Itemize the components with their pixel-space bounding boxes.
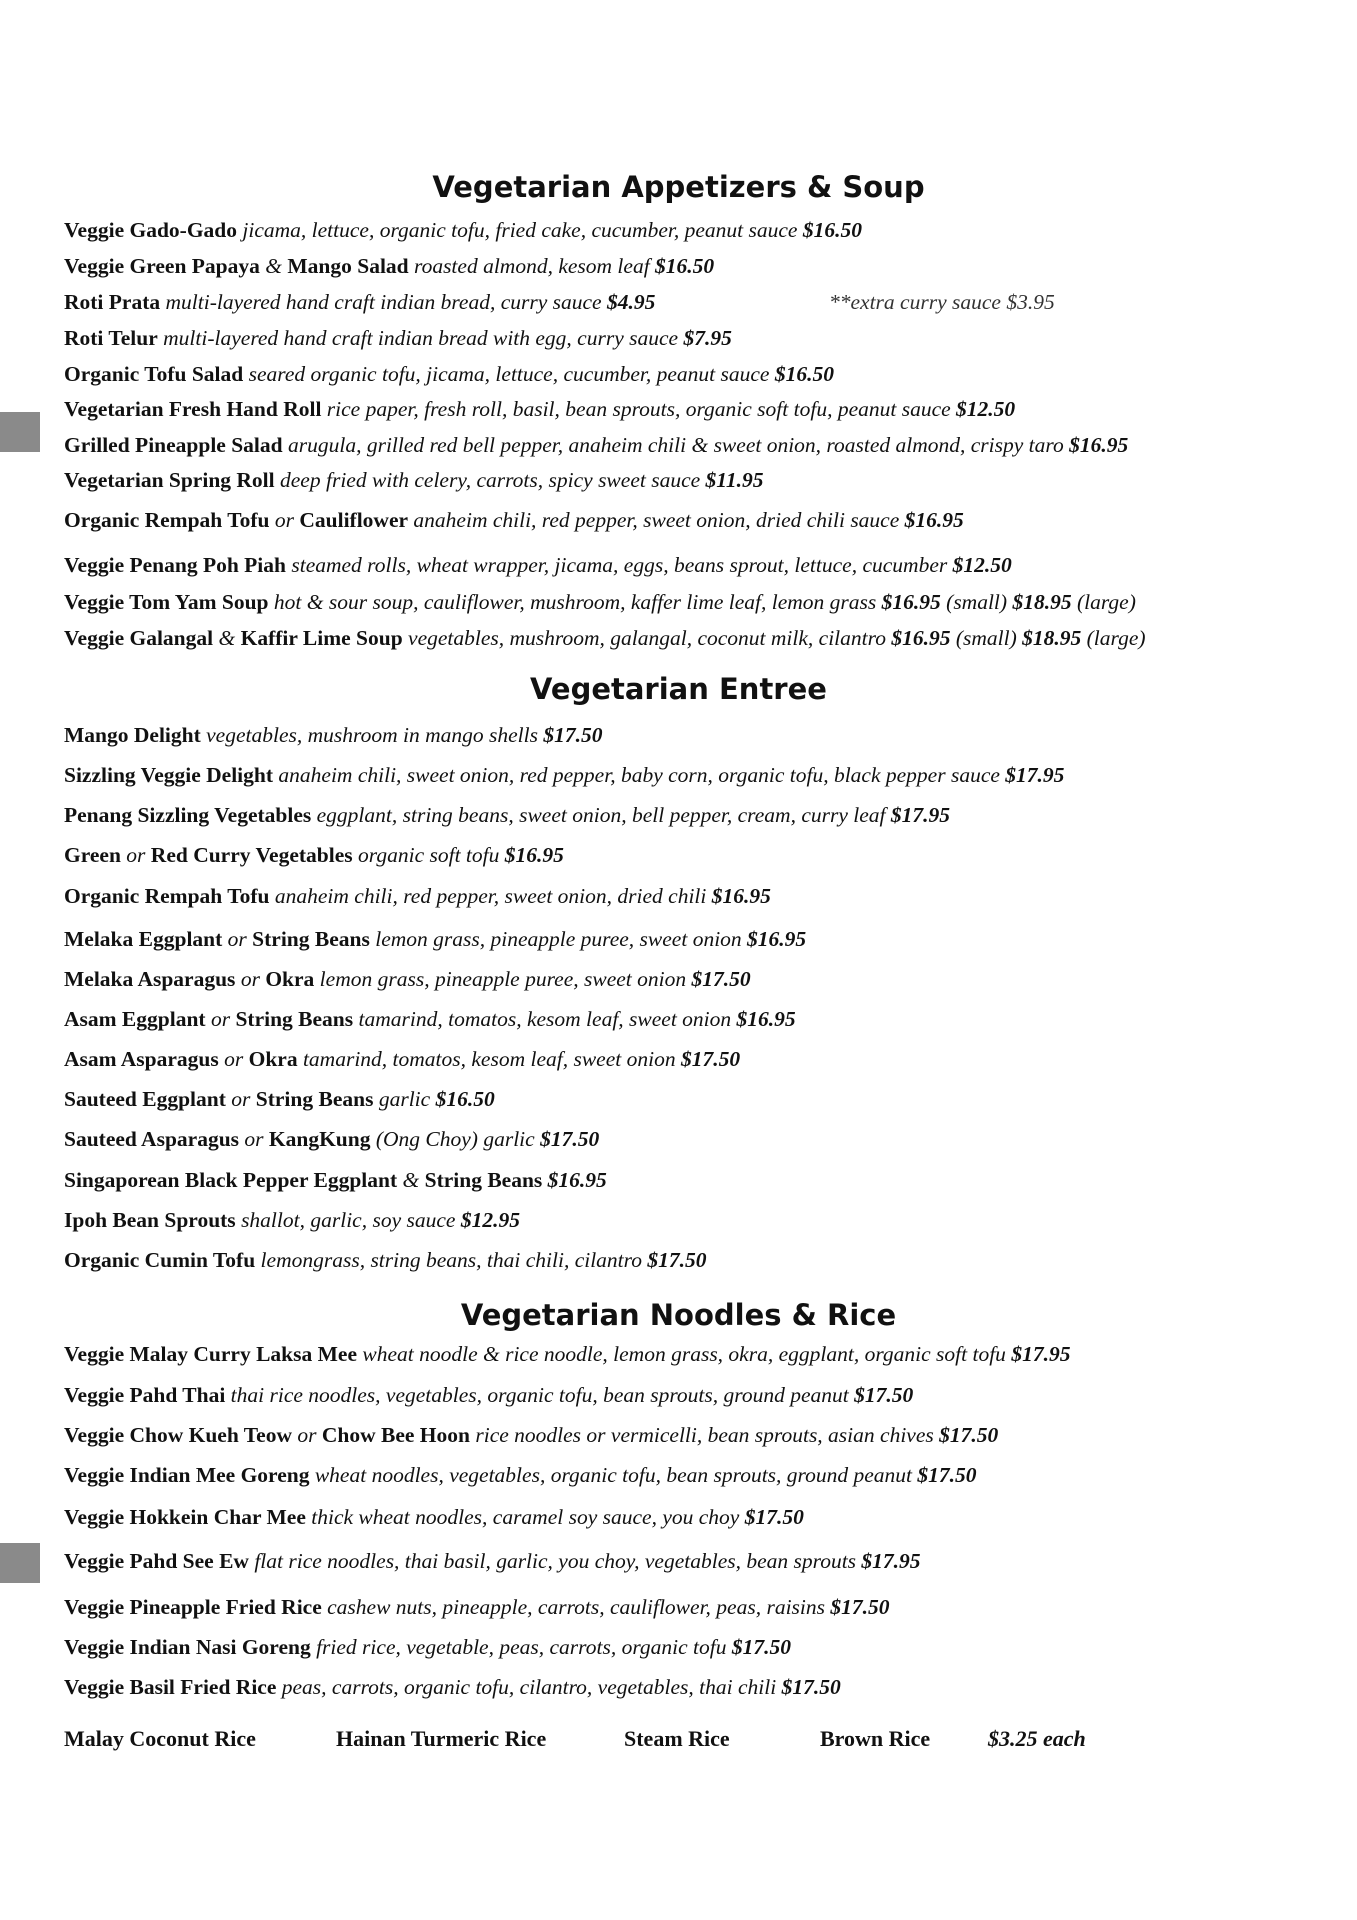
item-description: rice noodles or vermicelli, bean sprouts, asian chives — [475, 1423, 934, 1447]
menu-item — [64, 553, 1347, 578]
menu-item — [64, 1047, 1347, 1072]
item-price: $17.50 — [680, 1047, 741, 1071]
item-price-alt: $18.95 — [1012, 590, 1072, 614]
item-description: lemon grass, pineapple puree, sweet onion — [319, 967, 687, 991]
item-description: tamarind, tomatos, kesom leaf, sweet onion — [358, 1007, 732, 1031]
item-name: Veggie Malay Curry Laksa Mee — [64, 1342, 357, 1366]
item-price: $17.50 — [691, 967, 751, 991]
item-price: $16.50 — [655, 254, 715, 278]
item-name: Veggie Pahd See Ew — [64, 1549, 249, 1573]
item-price: $16.95 — [881, 590, 941, 614]
item-size: (small) — [946, 590, 1008, 614]
item-price: $16.95 — [904, 508, 964, 532]
item-name-alt: String Beans — [235, 1007, 354, 1031]
item-name-alt: Mango Salad — [287, 254, 409, 278]
item-name: Melaka Asparagus — [64, 967, 236, 991]
item-description: flat rice noodles, thai basil, garlic, you choy, vegetables, bean sprouts — [254, 1549, 857, 1573]
menu-item — [64, 397, 1347, 422]
menu-item — [64, 1127, 1347, 1152]
item-price: $17.50 — [939, 1423, 999, 1447]
item-description: tamarind, tomatos, kesom leaf, sweet onion — [302, 1047, 676, 1071]
item-price: $17.50 — [917, 1463, 977, 1487]
item-description: multi-layered hand craft indian bread, curry sauce — [165, 290, 602, 314]
menu-item — [64, 254, 1347, 279]
item-price: $17.50 — [854, 1383, 914, 1407]
menu-item — [64, 433, 1347, 458]
item-name-alt: String Beans — [424, 1168, 543, 1192]
menu-item — [64, 1248, 1347, 1273]
item-name: Vegetarian Spring Roll — [64, 468, 275, 492]
item-description: (Ong Choy) garlic — [375, 1127, 535, 1151]
item-description: roasted almond, kesom leaf — [414, 254, 650, 278]
menu-item — [64, 723, 1347, 748]
menu-item — [64, 763, 1347, 788]
section-title-noodles: Vegetarian Noodles & Rice — [460, 1298, 897, 1332]
item-description: wheat noodle & rice noodle, lemon grass, okra, eggplant, organic soft tofu — [362, 1342, 1006, 1366]
item-name: Veggie Pineapple Fried Rice — [64, 1595, 322, 1619]
item-name: Veggie Green Papaya — [64, 254, 260, 278]
item-price: $16.50 — [802, 218, 862, 242]
item-description: anaheim chili, sweet onion, red pepper, baby corn, organic tofu, black pepper sauce — [278, 763, 1000, 787]
item-name-alt: Chow Bee Hoon — [321, 1423, 470, 1447]
item-name: Veggie Chow Kueh Teow — [64, 1423, 292, 1447]
item-ampersand: & — [265, 254, 282, 278]
item-ampersand: & — [402, 1168, 420, 1192]
menu-item — [64, 1383, 1347, 1408]
item-description: thick wheat noodles, caramel soy sauce, you choy — [311, 1505, 740, 1529]
menu-item — [64, 1007, 1347, 1032]
item-price: $12.50 — [956, 397, 1016, 421]
item-price: $17.95 — [890, 803, 951, 827]
item-name: Grilled Pineapple Salad — [64, 433, 283, 457]
item-or: or — [244, 1127, 264, 1151]
item-description: lemongrass, string beans, thai chili, cilantro — [260, 1248, 642, 1272]
item-description: eggplant, string beans, sweet onion, bell pepper, cream, curry leaf — [316, 803, 886, 827]
item-name: Green — [64, 843, 121, 867]
menu-item — [64, 362, 1347, 387]
menu-item — [64, 927, 1347, 952]
item-or: or — [210, 1007, 231, 1031]
item-size: (large) — [1076, 590, 1136, 614]
item-price: $17.50 — [543, 723, 603, 747]
item-name-alt: Red Curry Vegetables — [150, 843, 353, 867]
menu-item — [64, 468, 1347, 493]
item-name: Veggie Basil Fried Rice — [64, 1675, 277, 1699]
item-name-alt: Kaffir Lime Soup — [240, 626, 403, 650]
item-or: or — [297, 1423, 317, 1447]
item-description: steamed rolls, wheat wrapper, jicama, eggs, beans sprout, lettuce, cucumber — [291, 553, 948, 577]
item-description: anaheim chili, red pepper, sweet onion, dried chili — [274, 884, 707, 908]
menu-item — [64, 1342, 1347, 1367]
menu-item — [64, 967, 1347, 992]
item-description: arugula, grilled red bell pepper, anaheim chili & sweet onion, roasted almond, crispy taro — [288, 433, 1064, 457]
menu-item — [64, 1463, 1347, 1488]
item-description: vegetables, mushroom in mango shells — [206, 723, 538, 747]
item-name: Mango Delight — [64, 723, 201, 747]
item-name-alt: Okra — [265, 967, 315, 991]
item-size: (large) — [1086, 626, 1146, 650]
item-or: or — [126, 843, 146, 867]
item-name-alt: KangKung — [268, 1127, 371, 1151]
item-size: (small) — [955, 626, 1017, 650]
item-name: Ipoh Bean Sprouts — [64, 1208, 236, 1232]
item-price: $16.95 — [891, 626, 951, 650]
item-price: $16.95 — [736, 1007, 796, 1031]
item-name: Roti Prata — [64, 290, 161, 314]
item-price: $12.95 — [460, 1208, 520, 1232]
item-price: $17.95 — [861, 1549, 921, 1573]
item-name: Veggie Indian Nasi Goreng — [64, 1635, 311, 1659]
menu-item — [64, 1675, 1347, 1700]
item-name: Asam Asparagus — [64, 1047, 219, 1071]
rice-item: Hainan Turmeric Rice — [336, 1726, 547, 1751]
item-name: Veggie Indian Mee Goreng — [64, 1463, 310, 1487]
item-price: $4.95 — [606, 290, 656, 314]
item-price: $7.95 — [683, 326, 732, 350]
item-name: Sizzling Veggie Delight — [64, 763, 274, 787]
item-price: $17.50 — [647, 1248, 707, 1272]
menu-item — [64, 1595, 1347, 1620]
page-marker-top — [0, 412, 40, 452]
menu-item — [64, 326, 1347, 351]
item-description: multi-layered hand craft indian bread with egg, curry sauce — [163, 326, 679, 350]
item-price: $16.50 — [435, 1087, 495, 1111]
rice-item: Malay Coconut Rice — [64, 1726, 256, 1751]
item-description: thai rice noodles, vegetables, organic tofu, bean sprouts, ground peanut — [230, 1383, 849, 1407]
item-name: Penang Sizzling Vegetables — [64, 803, 312, 827]
item-name: Roti Telur — [64, 326, 158, 350]
menu-item — [64, 590, 1347, 615]
rice-item: Steam Rice — [624, 1726, 730, 1751]
item-name: Organic Rempah Tofu — [64, 884, 270, 908]
item-description: garlic — [378, 1087, 431, 1111]
item-name: Melaka Eggplant — [64, 927, 223, 951]
item-price: $17.95 — [1011, 1342, 1071, 1366]
item-name: Organic Rempah Tofu — [64, 508, 270, 532]
menu-item — [64, 1549, 1347, 1574]
item-name-alt: Cauliflower — [299, 508, 409, 532]
item-description: vegetables, mushroom, galangal, coconut milk, cilantro — [408, 626, 886, 650]
item-price: $12.50 — [952, 553, 1012, 577]
item-or: or — [240, 967, 260, 991]
rice-price: $3.25 each — [988, 1726, 1086, 1751]
item-name: Veggie Gado-Gado — [64, 218, 238, 242]
item-description: hot & sour soup, cauliflower, mushroom, kaffer lime leaf, lemon grass — [273, 590, 877, 614]
item-or: or — [224, 1047, 244, 1071]
item-price: $16.95 — [504, 843, 564, 867]
menu-item — [64, 218, 1347, 243]
menu-item — [64, 1168, 1347, 1193]
menu-item — [64, 843, 1347, 868]
menu-item — [64, 1208, 1347, 1233]
item-name: Singaporean Black Pepper Eggplant — [64, 1168, 398, 1192]
item-description: jicama, lettuce, organic tofu, fried cake, cucumber, peanut sauce — [242, 218, 798, 242]
item-description: peas, carrots, organic tofu, cilantro, vegetables, thai chili — [281, 1675, 777, 1699]
menu-item — [64, 1505, 1347, 1530]
menu-item — [64, 1423, 1347, 1448]
item-name: Organic Cumin Tofu — [64, 1248, 256, 1272]
section-title-appetizers: Vegetarian Appetizers & Soup — [432, 170, 925, 204]
item-name: Asam Eggplant — [64, 1007, 206, 1031]
item-name: Sauteed Asparagus — [64, 1127, 240, 1151]
item-or: or — [231, 1087, 251, 1111]
item-price: $16.95 — [1069, 433, 1129, 457]
item-price: $16.50 — [774, 362, 834, 386]
item-price: $11.95 — [705, 468, 764, 492]
item-price: $17.50 — [830, 1595, 890, 1619]
menu-item — [64, 1087, 1347, 1112]
item-name: Sauteed Eggplant — [64, 1087, 226, 1111]
item-price: $17.50 — [731, 1635, 791, 1659]
menu-item — [64, 803, 1347, 828]
item-name: Veggie Penang Poh Piah — [64, 553, 286, 577]
item-price: $17.50 — [781, 1675, 841, 1699]
menu-item — [64, 290, 1347, 315]
item-description: wheat noodles, vegetables, organic tofu, bean sprouts, ground peanut — [314, 1463, 913, 1487]
item-description: fried rice, vegetable, peas, carrots, organic tofu — [316, 1635, 727, 1659]
menu-item — [64, 884, 1347, 909]
menu-item — [64, 626, 1347, 651]
item-price: $16.95 — [747, 927, 807, 951]
item-description: organic soft tofu — [358, 843, 500, 867]
item-price: $17.95 — [1005, 763, 1065, 787]
section-title-entree: Vegetarian Entree — [530, 672, 827, 706]
menu-item — [64, 1635, 1347, 1660]
item-description: anaheim chili, red pepper, sweet onion, dried chili sauce — [413, 508, 900, 532]
item-price: $17.50 — [540, 1127, 600, 1151]
item-name: Veggie Tom Yam Soup — [64, 590, 269, 614]
menu-item — [64, 508, 1347, 533]
item-name: Veggie Pahd Thai — [64, 1383, 226, 1407]
item-name: Vegetarian Fresh Hand Roll — [64, 397, 322, 421]
item-description: deep fried with celery, carrots, spicy sweet sauce — [280, 468, 701, 492]
item-price: $16.95 — [711, 884, 771, 908]
item-name-alt: String Beans — [255, 1087, 374, 1111]
item-description: shallot, garlic, soy sauce — [241, 1208, 456, 1232]
item-price-alt: $18.95 — [1022, 626, 1082, 650]
item-note: **extra curry sauce $3.95 — [829, 290, 1055, 314]
item-name-alt: String Beans — [252, 927, 370, 951]
item-ampersand: & — [218, 626, 236, 650]
item-or: or — [227, 927, 247, 951]
item-price: $16.95 — [547, 1168, 607, 1192]
item-name: Organic Tofu Salad — [64, 362, 244, 386]
item-name: Veggie Hokkein Char Mee — [64, 1505, 306, 1529]
rice-item: Brown Rice — [820, 1726, 931, 1751]
item-name: Veggie Galangal — [64, 626, 214, 650]
item-description: rice paper, fresh roll, basil, bean sprouts, organic soft tofu, peanut sauce — [326, 397, 951, 421]
item-description: cashew nuts, pineapple, carrots, cauliflower, peas, raisins — [327, 1595, 826, 1619]
item-price: $17.50 — [744, 1505, 804, 1529]
page-marker-bottom — [0, 1543, 40, 1583]
item-description: seared organic tofu, jicama, lettuce, cucumber, peanut sauce — [248, 362, 770, 386]
item-name-alt: Okra — [248, 1047, 298, 1071]
item-description: lemon grass, pineapple puree, sweet onion — [375, 927, 742, 951]
item-or: or — [274, 508, 294, 532]
